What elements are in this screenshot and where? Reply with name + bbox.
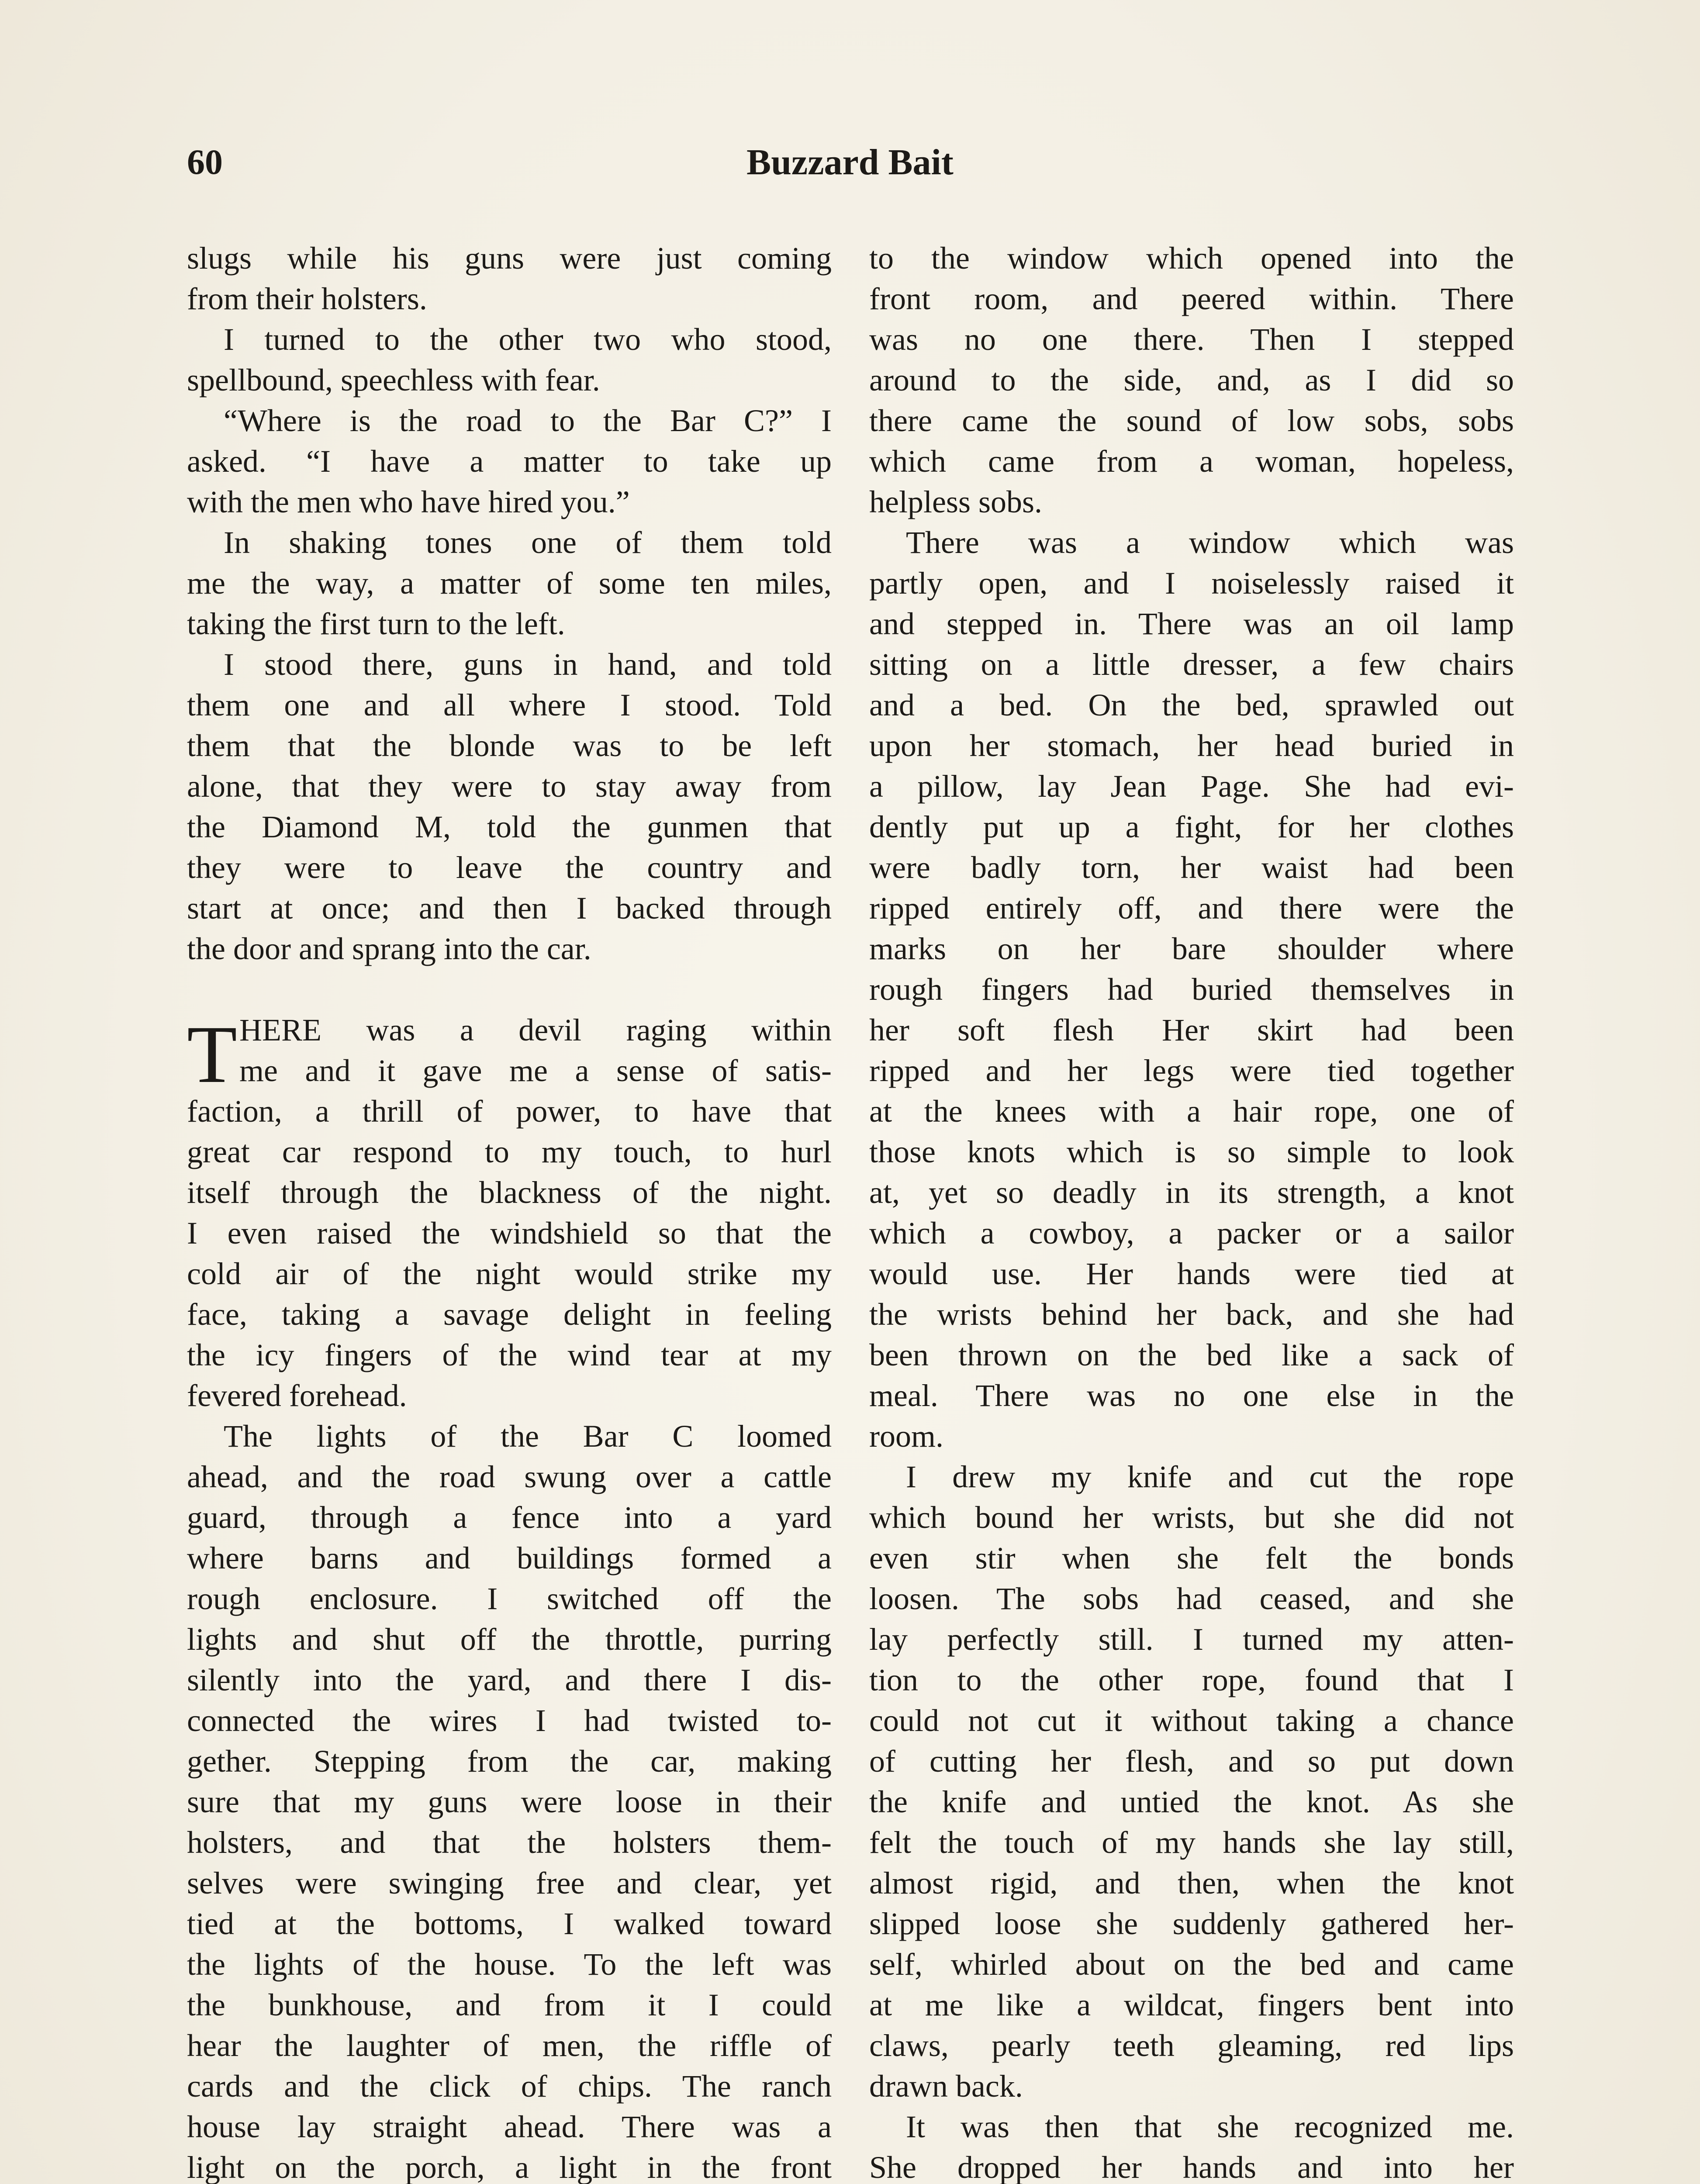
text-line: me the way, a matter of some ten miles,: [187, 566, 832, 601]
text-line: the icy fingers of the wind tear at my: [187, 1337, 832, 1372]
text-line: helpless sobs.: [869, 484, 1042, 519]
text-line: almost rigid, and then, when the knot: [869, 1866, 1514, 1901]
text-line: great car respond to my touch, to hurl: [187, 1134, 832, 1169]
text-line: slipped loose she suddenly gathered her-: [869, 1906, 1514, 1941]
text-line: the door and sprang into the car.: [187, 931, 591, 966]
text-line: tied at the bottoms, I walked toward: [187, 1906, 832, 1941]
page-number: 60: [187, 142, 223, 182]
text-line: at, yet so deadly in its strength, a knot: [869, 1175, 1514, 1210]
text-line: were badly torn, her waist had been: [869, 850, 1514, 885]
right-column: [869, 238, 1514, 2184]
text-line: from their holsters.: [187, 281, 427, 316]
text-line: her soft flesh Her skirt had been: [869, 1013, 1514, 1047]
text-line: meal. There was no one else in the: [869, 1378, 1514, 1413]
text-line: lights and shut off the throttle, purring: [187, 1622, 832, 1657]
text-line: those knots which is so simple to look: [869, 1134, 1514, 1169]
text-line: tion to the other rope, found that I: [869, 1662, 1514, 1697]
text-line: I turned to the other two who stood,: [224, 322, 832, 357]
text-line: and a bed. On the bed, sprawled out: [869, 688, 1514, 722]
text-line: guard, through a fence into a yard: [187, 1500, 832, 1535]
text-line: at me like a wildcat, fingers bent into: [869, 1987, 1514, 2022]
text-line: slugs while his guns were just coming: [187, 241, 832, 276]
left-column: [187, 238, 832, 2184]
text-line: marks on her bare shoulder where: [869, 931, 1514, 966]
text-line: The lights of the Bar C loomed: [224, 1419, 832, 1454]
text-line: the wrists behind her back, and she had: [869, 1297, 1514, 1332]
text-line: could not cut it without taking a chance: [869, 1703, 1514, 1738]
text-line: cards and the click of chips. The ranch: [187, 2069, 832, 2104]
text-line: a pillow, lay Jean Page. She had evi-: [869, 769, 1514, 804]
text-line: the knife and untied the knot. As she: [869, 1784, 1514, 1819]
text-line: rough fingers had buried themselves in: [869, 972, 1514, 1007]
text-line: which a cowboy, a packer or a sailor: [869, 1216, 1514, 1251]
text-line: silently into the yard, and there I dis-: [187, 1662, 832, 1697]
section-break: [187, 969, 832, 1010]
text-line: fevered forehead.: [187, 1378, 407, 1413]
text-line: connected the wires I had twisted to-: [187, 1703, 832, 1738]
text-line: face, taking a savage delight in feeling: [187, 1297, 832, 1332]
dropcap-paragraph-start: [187, 1009, 832, 1100]
text-line: She dropped her hands and into her: [869, 2150, 1514, 2184]
text-line: ripped entirely off, and there were the: [869, 891, 1514, 926]
text-line: and stepped in. There was an oil lamp: [869, 606, 1514, 641]
text-line: front room, and peered within. There: [869, 281, 1514, 316]
text-line: the bunkhouse, and from it I could: [187, 1987, 832, 2022]
dropcap-letter: T: [187, 1009, 237, 1100]
text-line: house lay straight ahead. There was a: [187, 2109, 832, 2144]
text-line: asked. “I have a matter to take up: [187, 444, 832, 479]
text-line: gether. Stepping from the car, making: [187, 1744, 832, 1779]
dropcap-lines: [187, 1010, 832, 1091]
text-line: cold air of the night would strike my: [187, 1256, 832, 1291]
text-line: spellbound, speechless with fear.: [187, 363, 600, 397]
text-line: In shaking tones one of them told: [224, 525, 832, 560]
text-line: There was a window which was: [906, 525, 1514, 560]
text-line: holsters, and that the holsters them-: [187, 1825, 832, 1860]
text-line: to the window which opened into the: [869, 241, 1514, 276]
text-line: where barns and buildings formed a: [187, 1541, 832, 1576]
text-line: self, whirled about on the bed and came: [869, 1947, 1514, 1982]
page-header: [187, 144, 1513, 197]
text-line: drawn back.: [869, 2069, 1023, 2104]
text-line: upon her stomach, her head buried in: [869, 728, 1514, 763]
text-line: It was then that she recognized me.: [906, 2109, 1514, 2144]
left-column-lines-before-break: [187, 238, 832, 969]
text-line: there came the sound of low sobs, sobs: [869, 403, 1514, 438]
text-line: me and it gave me a sense of satis-: [239, 1053, 832, 1088]
text-line: at the knees with a hair rope, one of: [869, 1094, 1514, 1129]
text-line: the Diamond M, told the gunmen that: [187, 809, 832, 844]
text-line: alone, that they were to stay away from: [187, 769, 832, 804]
text-line: rough enclosure. I switched off the: [187, 1581, 832, 1616]
text-line: start at once; and then I backed through: [187, 891, 832, 926]
text-line: I drew my knife and cut the rope: [906, 1459, 1514, 1494]
text-line: room.: [869, 1419, 943, 1454]
text-line: HERE was a devil raging within: [239, 1013, 832, 1047]
text-line: with the men who have hired you.”: [187, 484, 630, 519]
text-line: sitting on a little dresser, a few chairs: [869, 647, 1514, 682]
text-line: lay perfectly still. I turned my atten-: [869, 1622, 1514, 1657]
text-line: light on the porch, a light in the front: [187, 2150, 832, 2184]
text-line: they were to leave the country and: [187, 850, 832, 885]
text-line: which came from a woman, hopeless,: [869, 444, 1514, 479]
text-line: of cutting her flesh, and so put down: [869, 1744, 1514, 1779]
text-line: I even raised the windshield so that the: [187, 1216, 832, 1251]
text-line: ahead, and the road swung over a cattle: [187, 1459, 832, 1494]
text-line: hear the laughter of men, the riffle of: [187, 2028, 832, 2063]
text-line: even stir when she felt the bonds: [869, 1541, 1514, 1576]
running-title: Buzzard Bait: [746, 142, 954, 183]
text-line: them one and all where I stood. Told: [187, 688, 832, 722]
text-line: was no one there. Then I stepped: [869, 322, 1514, 357]
text-line: ripped and her legs were tied together: [869, 1053, 1514, 1088]
right-column-lines: [869, 238, 1514, 2184]
left-column-lines-after-break: [187, 1091, 832, 2184]
text-line: loosen. The sobs had ceased, and she: [869, 1581, 1514, 1616]
text-line: itself through the blackness of the night.: [187, 1175, 832, 1210]
text-line: felt the touch of my hands she lay still,: [869, 1825, 1514, 1860]
text-line: “Where is the road to the Bar C?” I: [224, 403, 832, 438]
text-line: partly open, and I noiselessly raised it: [869, 566, 1514, 601]
text-line: faction, a thrill of power, to have that: [187, 1094, 832, 1129]
text-line: them that the blonde was to be left: [187, 728, 832, 763]
text-line: around to the side, and, as I did so: [869, 363, 1514, 397]
text-line: dently put up a fight, for her clothes: [869, 809, 1514, 844]
text-line: would use. Her hands were tied at: [869, 1256, 1514, 1291]
text-line: sure that my guns were loose in their: [187, 1784, 832, 1819]
text-line: the lights of the house. To the left was: [187, 1947, 832, 1982]
text-line: taking the first turn to the left.: [187, 606, 565, 641]
text-line: selves were swinging free and clear, yet: [187, 1866, 832, 1901]
text-line: I stood there, guns in hand, and told: [224, 647, 832, 682]
text-line: which bound her wrists, but she did not: [869, 1500, 1514, 1535]
text-line: claws, pearly teeth gleaming, red lips: [869, 2028, 1514, 2063]
text-line: been thrown on the bed like a sack of: [869, 1337, 1514, 1372]
